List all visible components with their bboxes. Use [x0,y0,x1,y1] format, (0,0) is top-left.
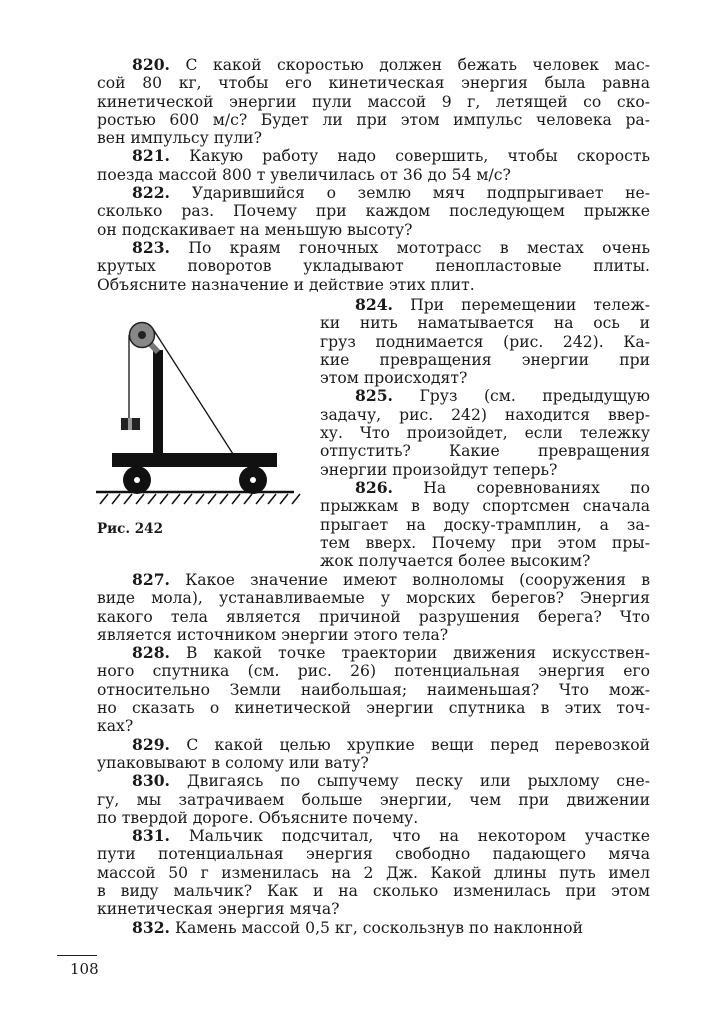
problem-text: гу, мы затрачиваем больше энергии, чем при движении [97,790,650,809]
problem-number: 826. [355,477,393,497]
problem-text-line [97,111,650,129]
problem-text: кинетической энергии пули массой 9 г, летящей со ско- [97,92,650,111]
problem-825 [320,387,650,405]
problem-text: массой 50 г изменилась на 2 Дж. Какой длины путь имел [97,863,650,882]
problem-822 [97,184,650,202]
problem-number: 830. [132,771,170,791]
hatch-mark [208,494,216,504]
problem-text: сой 80 кг, чтобы его кинетическая энергия была равна [97,74,650,93]
problem-text: Какое значение имеют волноломы (сооружения в [185,571,650,589]
ground-hatching [100,494,300,504]
problem-821 [97,147,650,165]
problem-text: какого тела является причиной разрушения берега? Что [97,607,650,626]
hatch-mark [292,494,300,504]
problem-text-line [97,791,650,809]
figure-cart-with-pulley [90,300,320,515]
problem-text-line [97,257,650,275]
hatch-mark [280,494,288,504]
problem-text: Ударившийся о землю мяч подпрыгивает не- [191,184,650,203]
cart-platform [112,453,277,467]
problem-text-line [320,424,650,442]
problem-text-line [97,845,650,863]
problem-text-line [97,221,650,239]
problem-text-line [320,406,650,424]
problem-832 [97,919,650,937]
problem-text-line [320,351,650,369]
problem-number: 825. [355,386,393,406]
hatch-mark [100,494,108,504]
problem-831 [97,827,650,845]
hatch-mark [124,494,132,504]
hatch-mark [136,494,144,504]
problem-text-line [97,129,650,147]
problem-text: ростью 600 м/с? Будет ли при этом импульс человека ра- [97,110,650,129]
problem-text: ки нить наматывается на ось и [320,314,650,333]
page-number: 108 [70,960,99,978]
problem-text-line [320,442,650,460]
problem-text: вен импульсу пули? [97,129,262,148]
pulley-icon [130,323,155,348]
figure-caption: Рис. 242 [97,521,163,537]
problem-829 [97,736,650,754]
problem-text: груз поднимается (рис. 242). Ка- [320,332,650,351]
problem-text: прыжкам в воду спортсмен сначала [320,497,650,516]
problem-text-line [97,864,650,882]
hatch-mark [112,494,120,504]
problems-top [97,56,650,294]
footer-rule [57,955,97,956]
problem-text-line [97,74,650,92]
problem-text: но сказать о кинетической энергии спутника в этих точ- [97,699,650,718]
problem-828 [97,644,650,662]
problem-text: поезда массой 800 т увеличилась от 36 до 54 м/с? [97,165,511,184]
hatch-mark [160,494,168,504]
problem-text-line [97,626,650,644]
problem-text: сколько раз. Почему при каждом последующем прыжке [97,202,650,221]
problem-text-line [97,662,650,680]
problem-text: энергии произойдут теперь? [320,460,558,479]
problem-text: прыгает на доску-трамплин, а за- [320,515,650,534]
weight [121,418,140,430]
hatch-mark [244,494,252,504]
problem-text: пути потенциальная энергия свободно падающего мяча [97,845,650,864]
problem-text-line [97,681,650,699]
problem-text: крутых поворотов укладывают пенопластовые плиты. [97,257,650,276]
problem-824 [320,296,650,314]
problem-text: На соревнованиях по [423,478,650,497]
problem-text: Какую работу надо совершить, чтобы скорость [189,147,650,166]
problem-text: является источником энергии этого тела? [97,625,449,644]
problem-number: 820. [132,55,170,74]
problem-text-line [97,717,650,735]
problem-text: жок получается более высоким? [320,552,591,571]
problem-text: тем вверх. Почему при этом пры- [320,533,650,552]
problem-text: С какой целью хрупкие вещи перед перевозкой [186,735,651,754]
problem-text-line [97,608,650,626]
problem-826 [320,479,650,497]
problem-text-line [97,754,650,772]
string-right [153,329,233,454]
hatch-mark [220,494,228,504]
problem-text-line [97,166,650,184]
problem-text-line [320,497,650,515]
cart-post [153,350,163,454]
problem-text-line [320,369,650,387]
problem-text: по твердой дороге. Объясните почему. [97,808,419,827]
problem-text-line [97,589,650,607]
problem-text: Объясните назначение и действие этих плит. [97,275,475,294]
hatch-mark [256,494,264,504]
problem-text-line [320,552,650,570]
problem-text-line [320,534,650,552]
problem-text-line [97,202,650,220]
problem-text-line [97,699,650,717]
problem-text: этом происходят? [320,369,468,388]
hatch-mark [268,494,276,504]
problem-text: в виду мальчик? Как и на сколько изменилась при этом [97,882,650,901]
problem-number: 827. [132,570,170,589]
problem-text: Камень массой 0,5 кг, соскользнув по наклонной [174,918,583,937]
hatch-mark [184,494,192,504]
problem-text: Мальчик подсчитал, что на некотором участке [188,827,650,846]
problem-text: При перемещении тележ- [410,296,650,314]
problem-text-line [97,900,650,918]
problem-830 [97,772,650,790]
problem-text: упаковывают в солому или вату? [97,753,369,772]
wheel-left [123,466,151,494]
problem-text-line [320,333,650,351]
problem-text-line [320,314,650,332]
problem-text: задачу, рис. 242) находится ввер- [320,405,650,424]
problem-number: 821. [132,146,170,166]
problem-text: С какой скоростью должен бежать человек мас- [185,56,650,74]
wheel-right [239,466,267,494]
problem-text: ках? [97,717,134,736]
problem-text: ного спутника (см. рис. 26) потенциальная энергия его [97,662,650,681]
problem-text: относительно Земли наибольшая; наименьшая? Что мож- [97,680,650,699]
problem-text-line [97,93,650,111]
problem-number: 824. [355,295,393,314]
problem-number: 822. [132,183,170,203]
problem-text-line [97,809,650,827]
hatch-mark [196,494,204,504]
problem-820 [97,56,650,74]
problem-text: кинетическая энергия мяча? [97,900,340,919]
problem-number: 832. [132,917,170,937]
hatch-mark [172,494,180,504]
problem-text: В какой точке траектории движения искусствен- [186,644,650,663]
problem-text: ху. Что произойдет, если тележку [320,424,650,443]
problem-number: 831. [132,826,170,846]
problem-823 [97,239,650,257]
problems-bottom [97,571,650,937]
problem-text: он подскакивает на меньшую высоту? [97,220,413,239]
problem-number: 829. [132,734,170,754]
problem-text-line [97,882,650,900]
hatch-mark [148,494,156,504]
problem-text: отпустить? Какие превращения [320,442,650,461]
problem-number: 823. [132,237,170,257]
problem-number: 828. [132,643,170,663]
hatch-mark [232,494,240,504]
problems-side [320,296,650,570]
problem-827 [97,571,650,589]
problem-text: Двигаясь по сыпучему песку или рыхлому сне- [186,772,650,791]
problem-text-line [320,461,650,479]
problem-text-line [320,516,650,534]
problem-text: виде мола), устанавливаемые у морских берегов? Энергия [97,589,650,608]
problem-text: Груз (см. предыдущую [419,387,650,406]
problem-text: По краям гоночных мототрасс в местах очень [188,238,650,257]
problem-text: кие превращения энергии при [320,350,650,369]
problem-text-line [97,276,650,294]
